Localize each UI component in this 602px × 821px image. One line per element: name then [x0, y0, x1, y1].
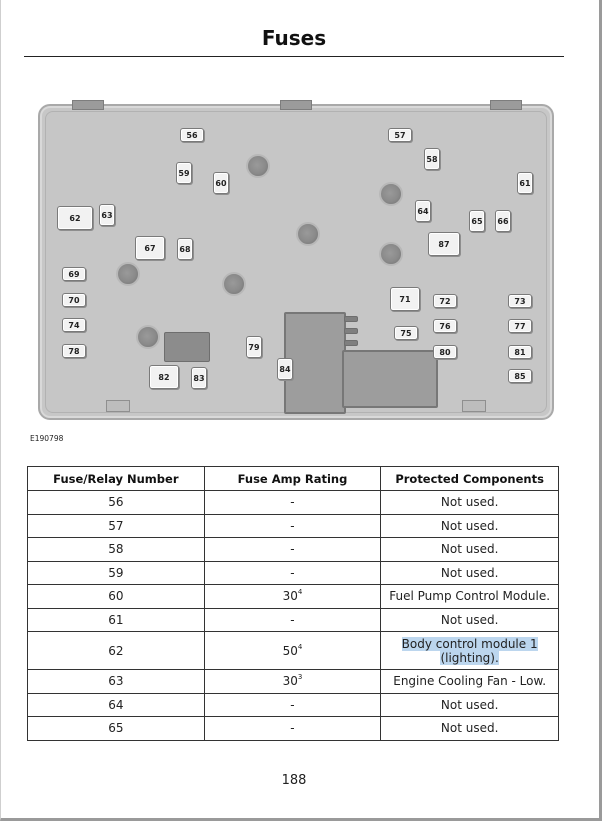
fuse-56: 56	[180, 128, 204, 142]
column-header-protected-components: Protected Components	[381, 467, 559, 491]
selected-text-line[interactable]: Body control module 1	[401, 636, 538, 651]
mounting-tab	[462, 400, 486, 412]
table-row	[28, 538, 559, 562]
fuse-72: 72	[433, 294, 457, 308]
fuse-number-cell: 56	[28, 491, 205, 515]
figure-id: E190798	[30, 434, 64, 443]
component-cell[interactable]	[381, 632, 559, 670]
fuse-63: 63	[99, 204, 115, 226]
fuse-68: 68	[177, 238, 193, 260]
amp-rating-cell: -	[204, 608, 381, 632]
table-row	[28, 632, 559, 670]
fuse-69: 69	[62, 267, 86, 281]
table-row	[28, 585, 559, 609]
component-cell: Not used.	[381, 561, 559, 585]
fuse-78: 78	[62, 344, 86, 358]
footnote-marker: 3	[297, 673, 303, 682]
fuse-number-cell: 60	[28, 585, 205, 609]
mounting-tab	[106, 400, 130, 412]
fuse-58: 58	[424, 148, 440, 170]
title-divider	[24, 56, 564, 57]
component-cell: Not used.	[381, 693, 559, 717]
mounting-boss	[116, 262, 140, 286]
fuse-70: 70	[62, 293, 86, 307]
column-header-fuse-number: Fuse/Relay Number	[28, 467, 205, 491]
amp-rating-cell: -	[204, 717, 381, 741]
mounting-tab	[490, 100, 522, 110]
fuse-74: 74	[62, 318, 86, 332]
fuse-67: 67	[135, 236, 165, 260]
mounting-boss	[379, 182, 403, 206]
fuse-80: 80	[433, 345, 457, 359]
fuse-number-cell: 64	[28, 693, 205, 717]
fuse-57: 57	[388, 128, 412, 142]
amp-rating-cell: -	[204, 538, 381, 562]
component-cell: Not used.	[381, 538, 559, 562]
table-row	[28, 717, 559, 741]
relay-block	[164, 332, 210, 362]
fuse-62: 62	[57, 206, 93, 230]
fuse-60: 60	[213, 172, 229, 194]
amp-rating-cell: -	[204, 693, 381, 717]
fuse-82: 82	[149, 365, 179, 389]
amp-rating-cell: -	[204, 514, 381, 538]
fuse-66: 66	[495, 210, 511, 232]
amp-rating-cell	[204, 670, 381, 694]
amp-rating-cell	[204, 632, 381, 670]
component-cell: Fuel Pump Control Module.	[381, 585, 559, 609]
mounting-tab	[72, 100, 104, 110]
amp-rating-cell: -	[204, 491, 381, 515]
fuse-number-cell: 62	[28, 632, 205, 670]
page-number: 188	[281, 773, 307, 788]
table-row	[28, 491, 559, 515]
fuse-85: 85	[508, 369, 532, 383]
fuse-number-cell: 61	[28, 608, 205, 632]
fuse-71: 71	[390, 287, 420, 311]
amp-rating-value: 30	[282, 589, 298, 604]
table-row	[28, 561, 559, 585]
fuse-61: 61	[517, 172, 533, 194]
fuse-65: 65	[469, 210, 485, 232]
footnote-marker: 4	[297, 642, 303, 651]
table-header-row	[28, 467, 559, 491]
mounting-boss	[136, 325, 160, 349]
table-row	[28, 670, 559, 694]
mounting-boss	[379, 242, 403, 266]
table-row	[28, 693, 559, 717]
fuse-number-cell: 57	[28, 514, 205, 538]
fuse-number-cell: 65	[28, 717, 205, 741]
connector-pin	[344, 328, 358, 334]
fuse-73: 73	[508, 294, 532, 308]
fuse-87: 87	[428, 232, 460, 256]
fuse-box-diagram	[38, 100, 556, 422]
fuse-64: 64	[415, 200, 431, 222]
fuse-79: 79	[246, 336, 262, 358]
fuse-number-cell: 63	[28, 670, 205, 694]
mounting-boss	[246, 154, 270, 178]
fuse-77: 77	[508, 319, 532, 333]
connector-block	[284, 312, 346, 414]
fuse-83: 83	[191, 367, 207, 389]
page-title: Fuses	[261, 26, 327, 50]
component-cell: Not used.	[381, 491, 559, 515]
table-row	[28, 514, 559, 538]
selected-text-line[interactable]: (lighting).	[440, 650, 499, 665]
fuse-84: 84	[277, 358, 293, 380]
connector-pin	[344, 316, 358, 322]
footnote-marker: 4	[297, 588, 303, 597]
column-header-amp-rating: Fuse Amp Rating	[204, 467, 381, 491]
amp-rating-cell: -	[204, 561, 381, 585]
mounting-boss	[296, 222, 320, 246]
amp-rating-value: 50	[282, 643, 298, 658]
mounting-tab	[280, 100, 312, 110]
component-cell: Not used.	[381, 608, 559, 632]
connector-pin	[344, 340, 358, 346]
amp-rating-cell	[204, 585, 381, 609]
fuse-81: 81	[508, 345, 532, 359]
table-row	[28, 608, 559, 632]
fuse-specification-table	[27, 466, 559, 741]
fuse-number-cell: 59	[28, 561, 205, 585]
amp-rating-value: 30	[282, 674, 298, 689]
mounting-boss	[222, 272, 246, 296]
fuse-number-cell: 58	[28, 538, 205, 562]
connector-block	[342, 350, 438, 408]
fuse-75: 75	[394, 326, 418, 340]
fuse-59: 59	[176, 162, 192, 184]
fuse-76: 76	[433, 319, 457, 333]
component-cell: Not used.	[381, 717, 559, 741]
component-cell: Not used.	[381, 514, 559, 538]
component-cell: Engine Cooling Fan - Low.	[381, 670, 559, 694]
